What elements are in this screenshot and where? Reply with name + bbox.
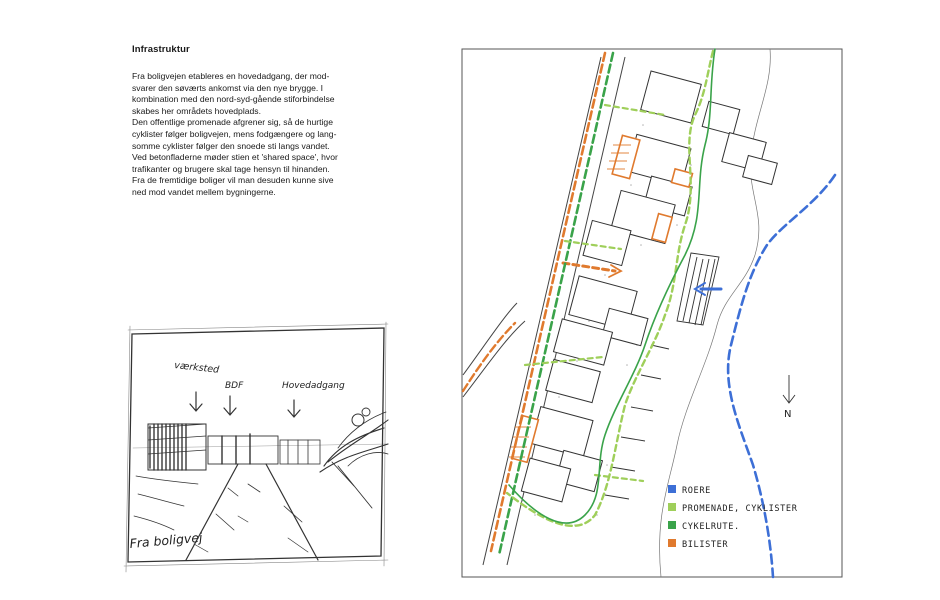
arrow-down-icon — [190, 392, 202, 411]
arrow-down-icon — [288, 400, 300, 417]
site-plan — [455, 45, 847, 580]
body-line: kombination med den nord-syd-gående stiforbindelse — [132, 94, 335, 105]
legend-swatch-cars — [668, 539, 676, 547]
north-label: N — [784, 409, 792, 420]
sketch-label-main-entrance: Hovedadgang — [282, 381, 345, 391]
sketch-label-workshop: værksted — [173, 360, 220, 376]
body-line: somme cyklister følger den snoede sti langs vandet. — [132, 140, 330, 151]
perspective-sketch — [88, 316, 410, 584]
body-line: Ved betonfladerne møder stien et 'shared space', hvor — [132, 152, 338, 163]
body-line: Den offentlige promenade afgrener sig, så de hurtige — [132, 117, 333, 128]
legend-label-cycle-route: CYKELRUTE. — [682, 522, 740, 532]
legend-swatch-rowing — [668, 485, 676, 493]
mid-buildings — [208, 434, 320, 464]
body-line: Fra de fremtidige boliger vil man desuden kunne sive — [132, 175, 334, 186]
body-line: trafikanter og brugere skal tage hensyn til hinanden. — [132, 163, 330, 174]
plan-legend — [668, 485, 798, 550]
body-paragraph — [132, 71, 394, 199]
body-line: skabes her områdets hovedplads. — [132, 105, 261, 116]
legend-label-cars: BILISTER — [682, 540, 729, 550]
arrow-down-icon — [224, 396, 236, 415]
body-line: cyklister følger boligvejen, mens fodgængere og lang- — [132, 128, 337, 139]
rowing-route — [728, 175, 835, 577]
section-heading: Infrastruktur — [132, 44, 190, 55]
legend-label-promenade: PROMENADE, CYKLISTER — [682, 504, 798, 514]
tree-sketch — [320, 408, 388, 508]
legend-label-rowing: ROERE — [682, 486, 711, 496]
body-line: svarer den søværts ankomst via den nye brygge. I — [132, 82, 324, 93]
body-line: Fra boligvejen etableres en hovedadgang, der mod- — [132, 71, 330, 81]
road — [186, 464, 318, 560]
north-arrow-icon — [783, 375, 795, 403]
legend-swatch-promenade — [668, 503, 676, 511]
plan-frame — [462, 49, 842, 577]
body-line: ned mod vandet mellem bygningerne. — [132, 186, 276, 197]
sketch-label-bdf: BDF — [225, 381, 244, 391]
legend-swatch-cycle-route — [668, 521, 676, 529]
sketch-caption: Fra boligvej — [128, 529, 203, 551]
